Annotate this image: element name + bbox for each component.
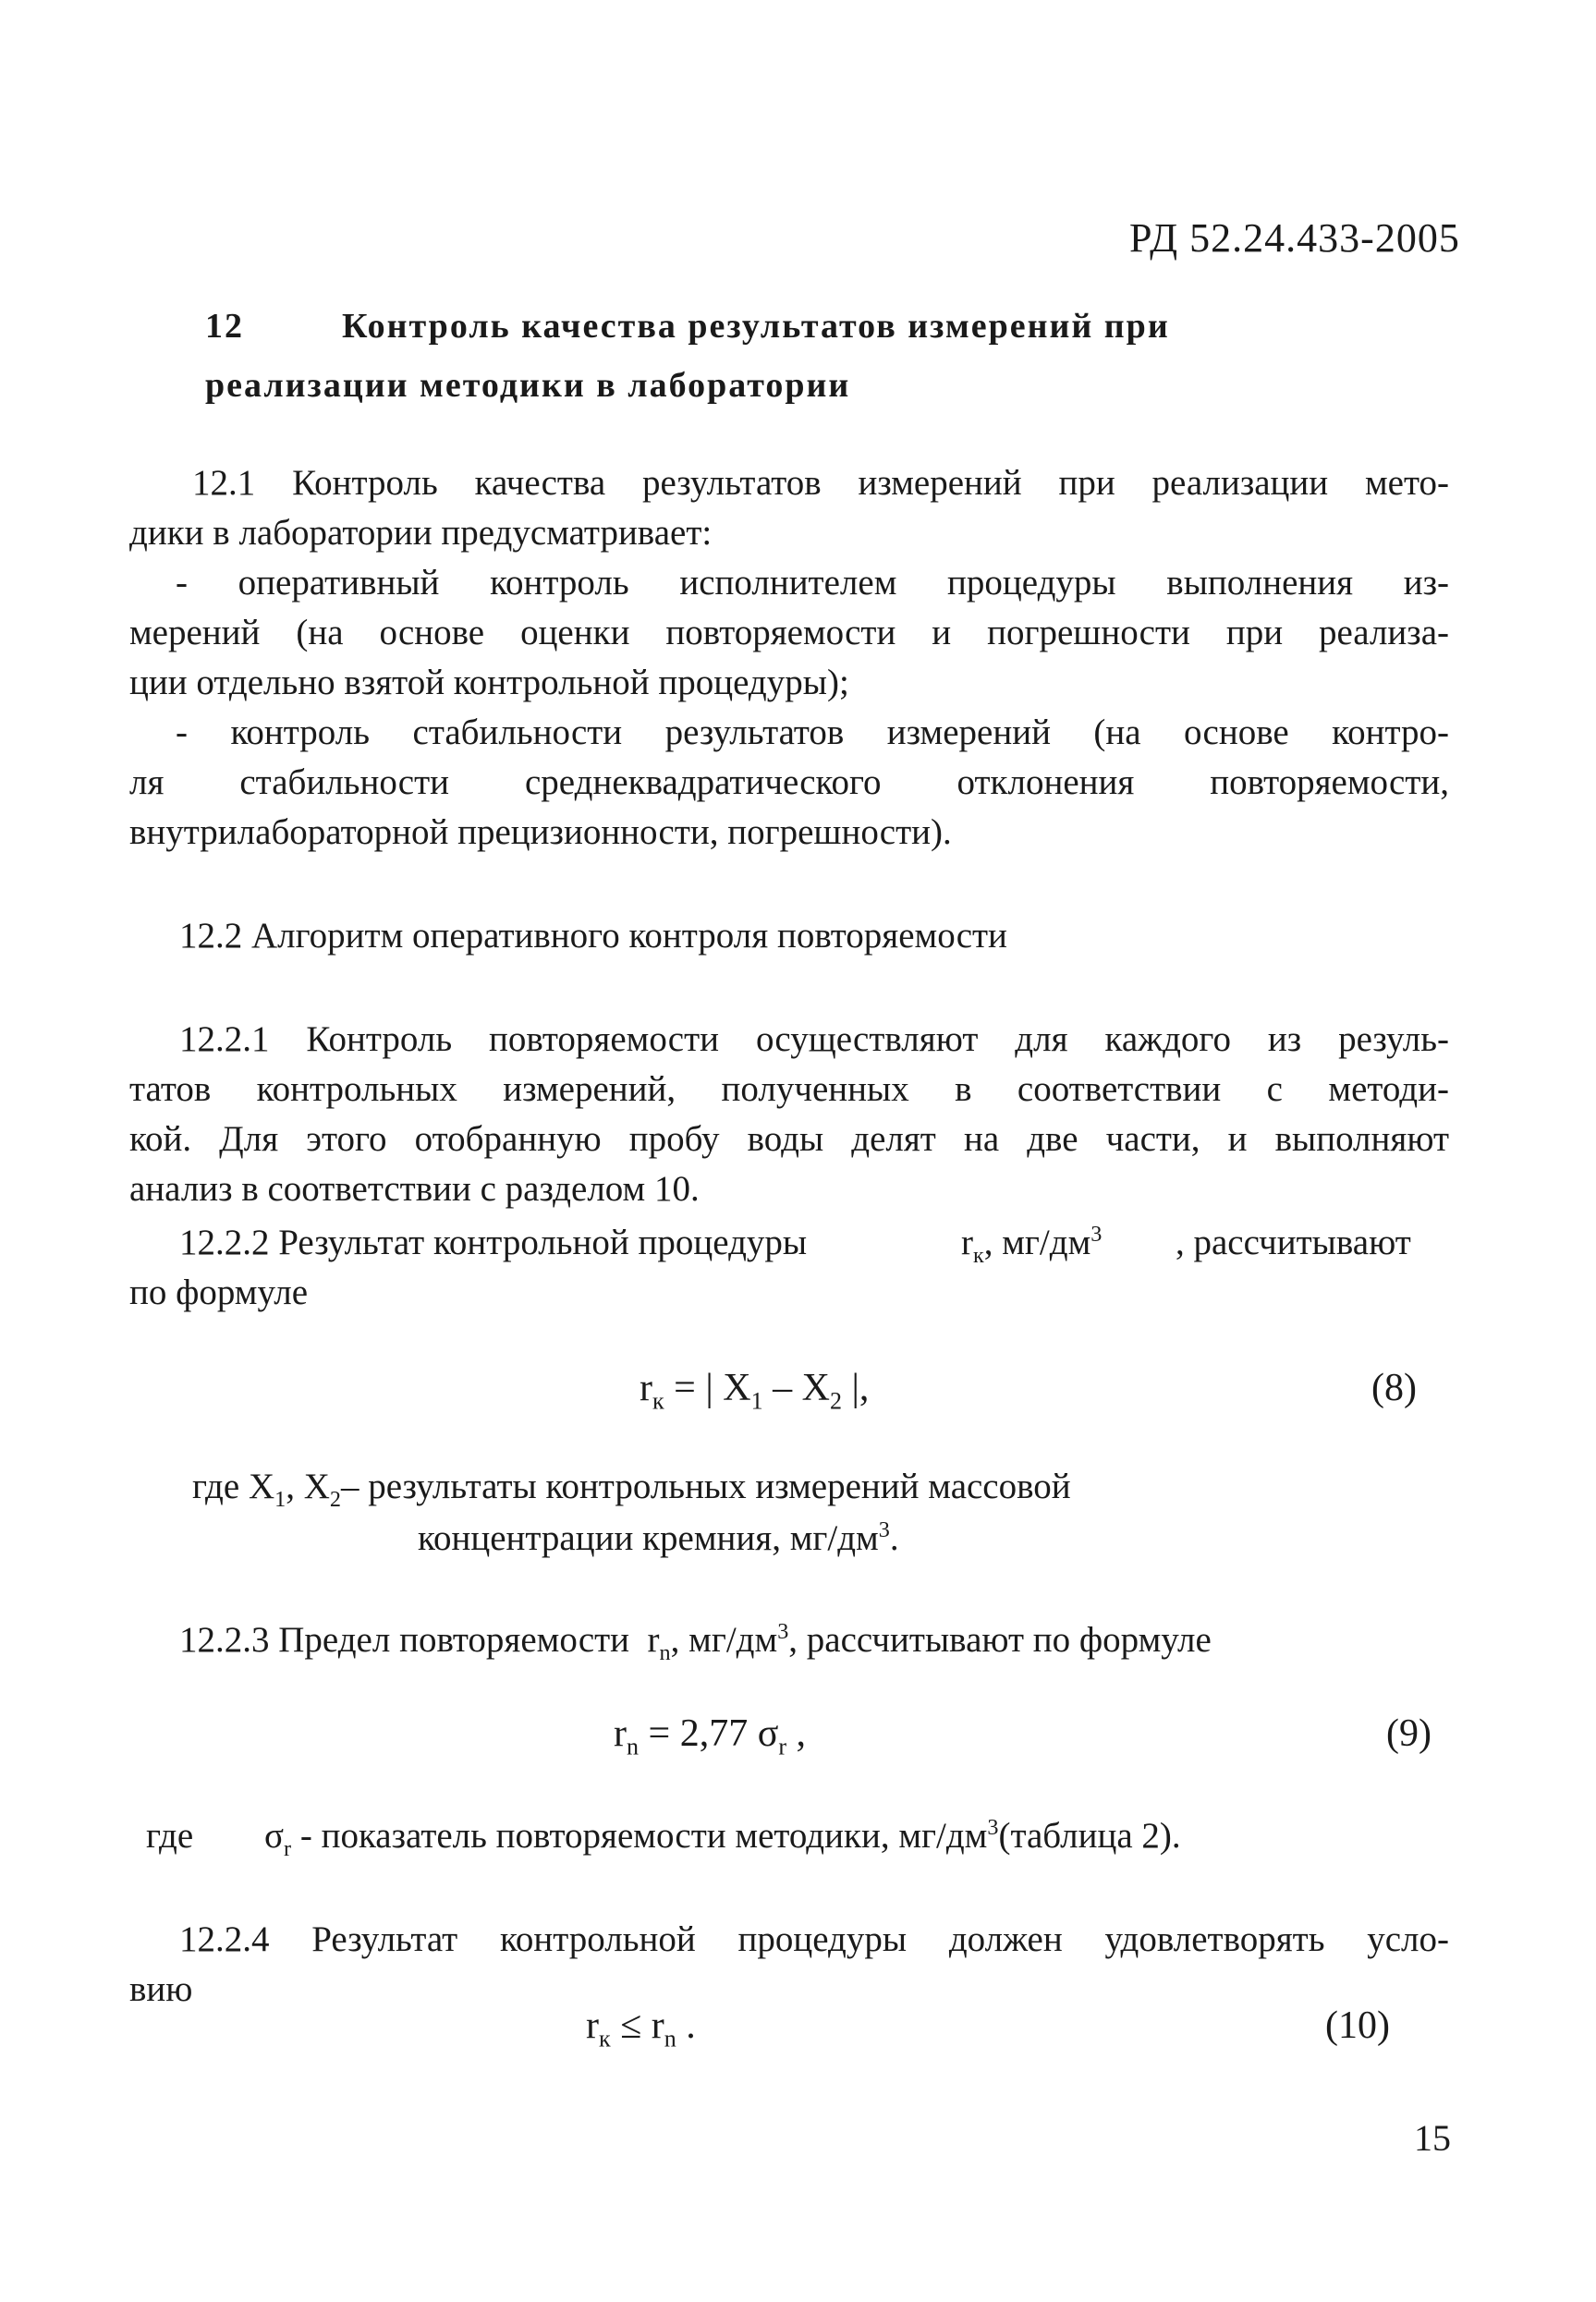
sigma-subscript: r bbox=[284, 1835, 292, 1861]
formula-10-lhs: r bbox=[586, 2004, 599, 2047]
formula-8-x2: X bbox=[801, 1367, 830, 1409]
where-x1-x2-line1 bbox=[192, 1462, 1071, 1511]
bullet2-line3: внутрилабораторной прецизионности, погрешности). bbox=[129, 812, 952, 852]
p12-2-3-text-c: , рассчитывают по формуле bbox=[788, 1620, 1212, 1660]
section-title-line1: Контроль качества результатов измерений при bbox=[342, 307, 1170, 346]
p12-2-1-line2: татов контрольных измерений, полученных в соответствии с методи- bbox=[129, 1069, 1449, 1109]
p12-2-4-line2: вию bbox=[129, 1969, 193, 2009]
bullet1-line3: ции отдельно взятой контрольной процедуры); bbox=[129, 663, 849, 702]
formula-8-minus: – bbox=[762, 1367, 802, 1409]
formula-10 bbox=[586, 2004, 696, 2052]
p12-2-4-line1: 12.2.4 Результат контрольной процедуры должен удовлетворять усло- bbox=[179, 1919, 1449, 1959]
sigma-description: - показатель повторяемости методики, мг/дм bbox=[291, 1816, 988, 1856]
where-line2-sup: 3 bbox=[878, 1517, 890, 1542]
rn-symbol: r bbox=[647, 1620, 660, 1660]
formula-9 bbox=[614, 1711, 807, 1760]
equation-number-9: (9) bbox=[1386, 1712, 1432, 1755]
formula-9-end: , bbox=[786, 1712, 807, 1755]
formula-10-lhs-sub: к bbox=[599, 2025, 611, 2052]
formula-9-rhs: = 2,77 σ bbox=[639, 1712, 779, 1755]
p12-1-line1: 12.1 Контроль качества результатов измерений при реализации мето- bbox=[192, 463, 1449, 503]
abs-bar-right: | bbox=[841, 1367, 859, 1409]
formula-8 bbox=[640, 1366, 870, 1415]
where-x2-sub: 2 bbox=[329, 1486, 341, 1512]
rk-unit-sup: 3 bbox=[1090, 1222, 1103, 1247]
formula-8-x2-sub: 2 bbox=[829, 1387, 842, 1415]
where-x-description: – результаты контрольных измерений массовой bbox=[340, 1467, 1071, 1506]
formula-8-lhs: r bbox=[640, 1367, 652, 1409]
formula-10-rhs: r bbox=[651, 2004, 664, 2047]
abs-bar-left: | bbox=[705, 1367, 724, 1409]
p12-2-3-text-a: 12.2.3 Предел повторяемости bbox=[179, 1620, 630, 1660]
where-sigma-label: где bbox=[146, 1816, 194, 1856]
formula-8-end: , bbox=[859, 1367, 870, 1409]
formula-8-lhs-sub: к bbox=[652, 1387, 664, 1415]
p12-2-2-line2: по формуле bbox=[129, 1273, 309, 1312]
p12-2-3-line1 bbox=[179, 1615, 1212, 1664]
bullet2-line1: - контроль стабильности результатов измерений (на основе контро- bbox=[176, 713, 1449, 752]
formula-10-rhs-sub: n bbox=[664, 2025, 676, 2052]
bullet1-line1: - оперативный контроль исполнителем процедуры выполнения из- bbox=[176, 563, 1449, 603]
formula-9-rhs-sub: r bbox=[778, 1733, 787, 1760]
formula-8-x1: X bbox=[723, 1367, 751, 1409]
formula-8-eq: = bbox=[664, 1367, 706, 1409]
where-x1-x2-line2 bbox=[418, 1514, 899, 1563]
bullet1-line2: мерений (на основе оценки повторяемости и погрешности при реализа- bbox=[129, 613, 1449, 652]
rk-unit: , мг/дм bbox=[983, 1223, 1091, 1262]
p12-2-2-text-b: , рассчитывают bbox=[1176, 1223, 1411, 1262]
where-x1-sub: 1 bbox=[274, 1486, 286, 1512]
sigma-symbol: σ bbox=[264, 1816, 285, 1856]
formula-10-op: ≤ bbox=[610, 2004, 652, 2047]
formula-9-lhs-sub: n bbox=[627, 1733, 640, 1760]
sigma-unit-sup: 3 bbox=[987, 1815, 999, 1840]
where-line2-end: . bbox=[889, 1518, 899, 1558]
formula-9-lhs: r bbox=[614, 1712, 627, 1755]
p12-2-title: 12.2 Алгоритм оперативного контроля повторяемости bbox=[179, 916, 1007, 956]
where-x2: , X bbox=[286, 1467, 330, 1506]
p12-2-2-line1-start bbox=[179, 1218, 807, 1267]
formula-10-end: . bbox=[676, 2004, 696, 2047]
document-id: РД 52.24.433-2005 bbox=[1129, 215, 1460, 261]
equation-number-10: (10) bbox=[1325, 2004, 1390, 2047]
bullet2-line2: ля стабильности среднеквадратического отклонения повторяемости, bbox=[129, 762, 1449, 802]
rn-subscript: n bbox=[659, 1639, 671, 1665]
formula-8-x1-sub: 1 bbox=[750, 1387, 763, 1415]
p12-2-1-line4: анализ в соответствии с разделом 10. bbox=[129, 1169, 700, 1209]
equation-number-8: (8) bbox=[1371, 1367, 1417, 1409]
rk-symbol: r bbox=[961, 1223, 973, 1262]
where-x1: где X bbox=[192, 1467, 275, 1506]
p12-2-1-line3: кой. Для этого отобранную пробу воды делят на две части, и выполняют bbox=[129, 1119, 1449, 1159]
p12-2-2-symbol bbox=[961, 1218, 1102, 1267]
p12-2-1-line1: 12.2.1 Контроль повторяемости осуществляют для каждого из резуль- bbox=[179, 1019, 1449, 1059]
sigma-table-ref: (таблица 2). bbox=[998, 1816, 1181, 1856]
p12-2-2-text-a: 12.2.2 Результат контрольной процедуры bbox=[179, 1223, 808, 1262]
p12-2-3-unit: , мг/дм bbox=[670, 1620, 778, 1660]
page-number: 15 bbox=[1414, 2117, 1451, 2159]
rk-subscript: к bbox=[973, 1242, 984, 1268]
p12-1-line2: дики в лаборатории предусматривает: bbox=[129, 513, 713, 553]
p12-2-3-sup: 3 bbox=[777, 1619, 789, 1644]
section-number: 12 bbox=[205, 307, 244, 346]
where-line2-text: концентрации кремния, мг/дм bbox=[418, 1518, 879, 1558]
section-title-line2: реализации методики в лаборатории bbox=[205, 366, 851, 405]
where-sigma-line bbox=[264, 1811, 1181, 1860]
